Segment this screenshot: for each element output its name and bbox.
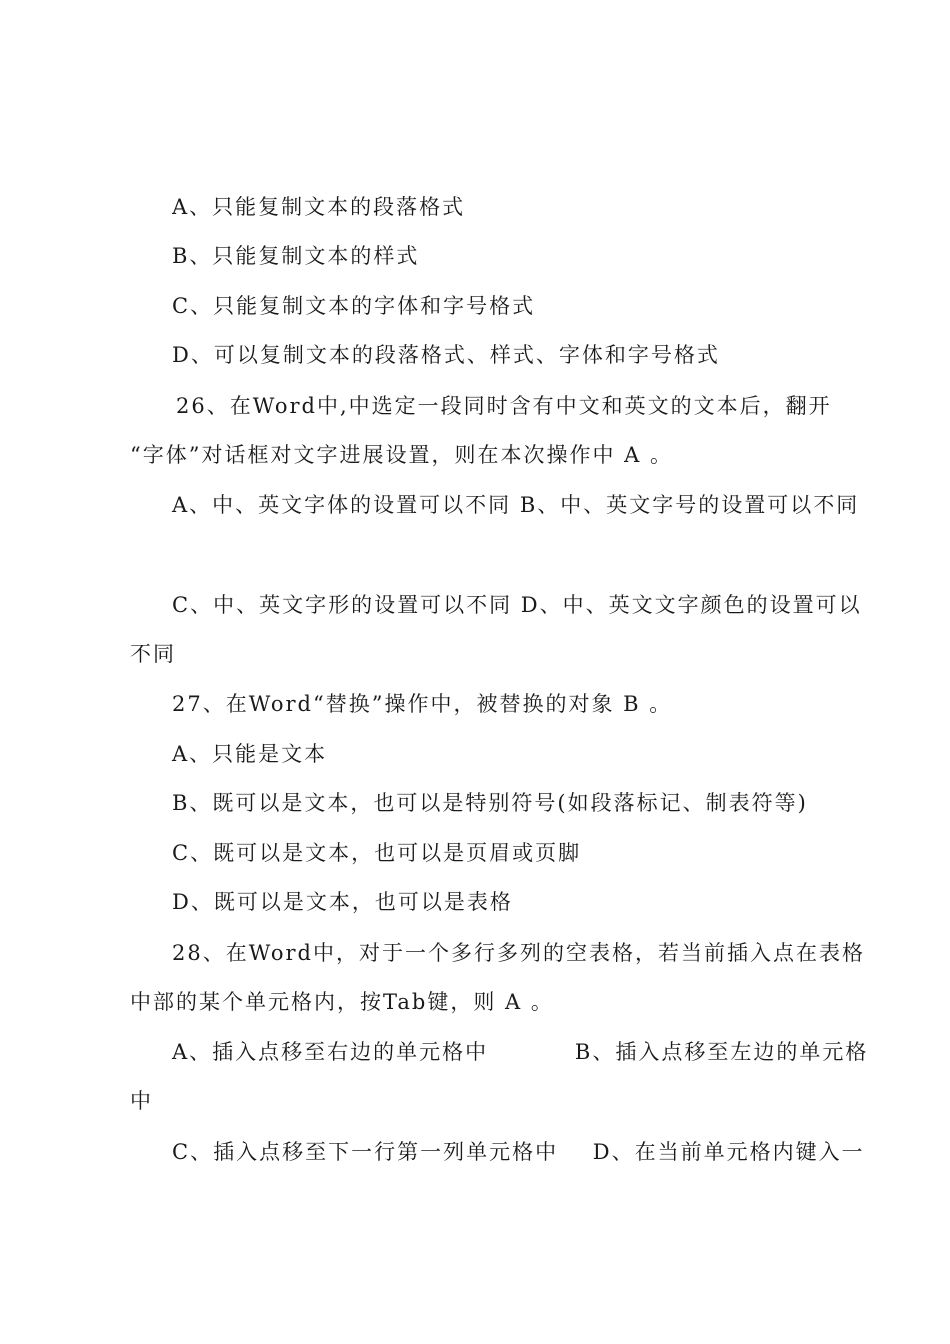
question-28-line-1: 28、在Word中，对于一个多行多列的空表格，若当前插入点在表格 — [172, 941, 866, 965]
option-a-q25: A、只能复制文本的段落格式 — [172, 195, 466, 219]
question-26-line-1: 26、在Word中,中选定一段同时含有中文和英文的文本后，翻开 — [176, 394, 832, 418]
option-cd-q26: C、中、英文字形的设置可以不同 D、中、英文文字颜色的设置可以 — [172, 593, 862, 617]
option-c-q27: C、既可以是文本，也可以是页眉或页脚 — [172, 841, 582, 865]
option-ab-q26: A、中、英文字体的设置可以不同 B、中、英文字号的设置可以不同 — [172, 493, 860, 517]
option-a-q27: A、只能是文本 — [172, 742, 328, 766]
option-cd-q26-wrap: 不同 — [130, 642, 176, 666]
question-27: 27、在Word“替换”操作中，被替换的对象 B 。 — [172, 692, 673, 716]
option-ab-q28-wrap: 中 — [130, 1089, 153, 1113]
option-d-q25: D、可以复制文本的段落格式、样式、字体和字号格式 — [172, 343, 720, 367]
option-d-q27: D、既可以是文本，也可以是表格 — [172, 890, 513, 914]
option-b-q27: B、既可以是文本，也可以是特别符号(如段落标记、制表符等) — [172, 791, 808, 815]
option-cd-q28: C、插入点移至下一行第一列单元格中 D、在当前单元格内键入一 — [172, 1140, 865, 1164]
question-26-line-2: “字体”对话框对文字进展设置，则在本次操作中 A 。 — [130, 443, 673, 467]
question-28-line-2: 中部的某个单元格内，按Tab键，则 A 。 — [130, 990, 554, 1014]
option-c-q25: C、只能复制文本的字体和字号格式 — [172, 294, 536, 318]
option-b-q25: B、只能复制文本的样式 — [172, 244, 420, 268]
option-ab-q28: A、插入点移至右边的单元格中 B、插入点移至左边的单元格 — [172, 1040, 869, 1064]
